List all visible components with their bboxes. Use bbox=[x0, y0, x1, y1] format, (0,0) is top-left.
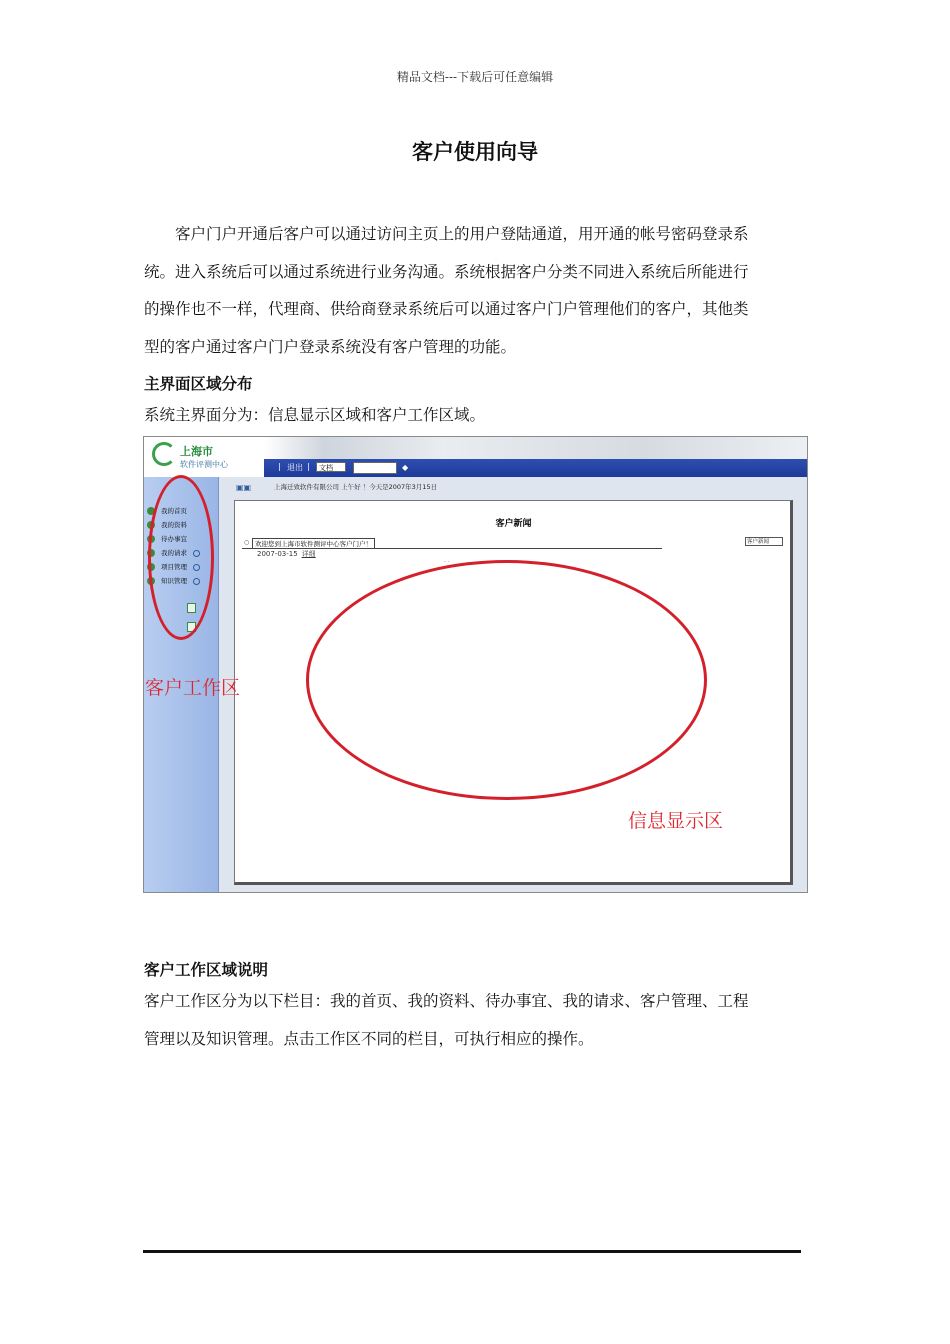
nav-search-input[interactable] bbox=[353, 462, 397, 474]
annotation-label-work-area: 客户工作区 bbox=[145, 677, 241, 699]
section-heading-layout: 主界面区域分布 bbox=[144, 375, 253, 393]
document-title: 客户使用向导 bbox=[412, 140, 538, 164]
nav-separator: | bbox=[278, 462, 281, 471]
logo-icon bbox=[152, 442, 176, 466]
panel-title: 客户新闻 bbox=[495, 519, 532, 529]
stray-mark: · · bbox=[444, 559, 450, 566]
text-line: 客户工作区分为以下栏目：我的首页、我的资料、待办事宜、我的请求、客户管理、工程 bbox=[144, 992, 749, 1010]
menu-label: 我的请求 bbox=[161, 549, 187, 557]
page-header-note: 精品文档---下载后可任意编辑 bbox=[396, 70, 554, 84]
nav-doc-select[interactable]: 文档 bbox=[316, 462, 346, 472]
intro-paragraph bbox=[144, 216, 806, 366]
news-date: 2007-03-15 bbox=[257, 550, 298, 558]
news-category-select[interactable]: 客户新闻 bbox=[745, 537, 783, 546]
logo-text-city: 上海市 bbox=[180, 445, 213, 458]
intro-line: 客户门户开通后客户可以通过访问主页上的用户登陆通道，用开通的帐号密码登录系 bbox=[175, 225, 749, 243]
breadcrumb: 上海迁致软件有限公司 上午好 ！今天是2007年3月15日 bbox=[274, 483, 438, 491]
menu-label: 知识管理 bbox=[161, 577, 187, 585]
logo-text-center: 软件评测中心 bbox=[180, 460, 228, 469]
annotation-ellipse-right bbox=[306, 560, 707, 800]
news-detail-link[interactable]: 详细 bbox=[301, 550, 316, 558]
menu-label: 项目管理 bbox=[161, 563, 187, 571]
annotation-label-info-area: 信息显示区 bbox=[628, 810, 724, 832]
news-date-row bbox=[257, 549, 316, 559]
nav-exit-link[interactable]: 退出 bbox=[287, 463, 303, 472]
section-text-work-area bbox=[144, 983, 806, 1058]
toolbar-icons[interactable]: ▣▣ bbox=[236, 483, 252, 492]
nav-separator: | bbox=[307, 462, 310, 471]
menu-label: 我的资料 bbox=[161, 521, 187, 529]
intro-line: 的操作也不一样，代理商、供给商登录系统后可以通过客户门户管理他们的客户，其他类 bbox=[144, 300, 749, 318]
section-text-layout: 系统主界面分为：信息显示区域和客户工作区域。 bbox=[144, 406, 486, 424]
footer-rule bbox=[143, 1250, 801, 1253]
menu-label: 我的首页 bbox=[161, 507, 187, 515]
intro-line: 型的客户通过客户门户登录系统没有客户管理的功能。 bbox=[144, 337, 517, 356]
intro-line: 统。进入系统后可以通过系统进行业务沟通。系统根据客户分类不同进入系统后所能进行 bbox=[144, 262, 749, 281]
text-line: 管理以及知识管理。点击工作区不同的栏目，可执行相应的操作。 bbox=[144, 1029, 594, 1048]
embedded-screenshot bbox=[143, 436, 808, 893]
news-link[interactable]: 欢迎您到上海市软件测评中心客户门户！ bbox=[252, 538, 375, 549]
menu-label: 待办事宜 bbox=[161, 535, 187, 543]
section-heading-work-area: 客户工作区域说明 bbox=[144, 961, 269, 979]
nav-go-icon[interactable]: ◆ bbox=[402, 463, 409, 472]
bullet-icon: ○ bbox=[244, 539, 250, 546]
annotation-ellipse-left bbox=[148, 475, 214, 640]
